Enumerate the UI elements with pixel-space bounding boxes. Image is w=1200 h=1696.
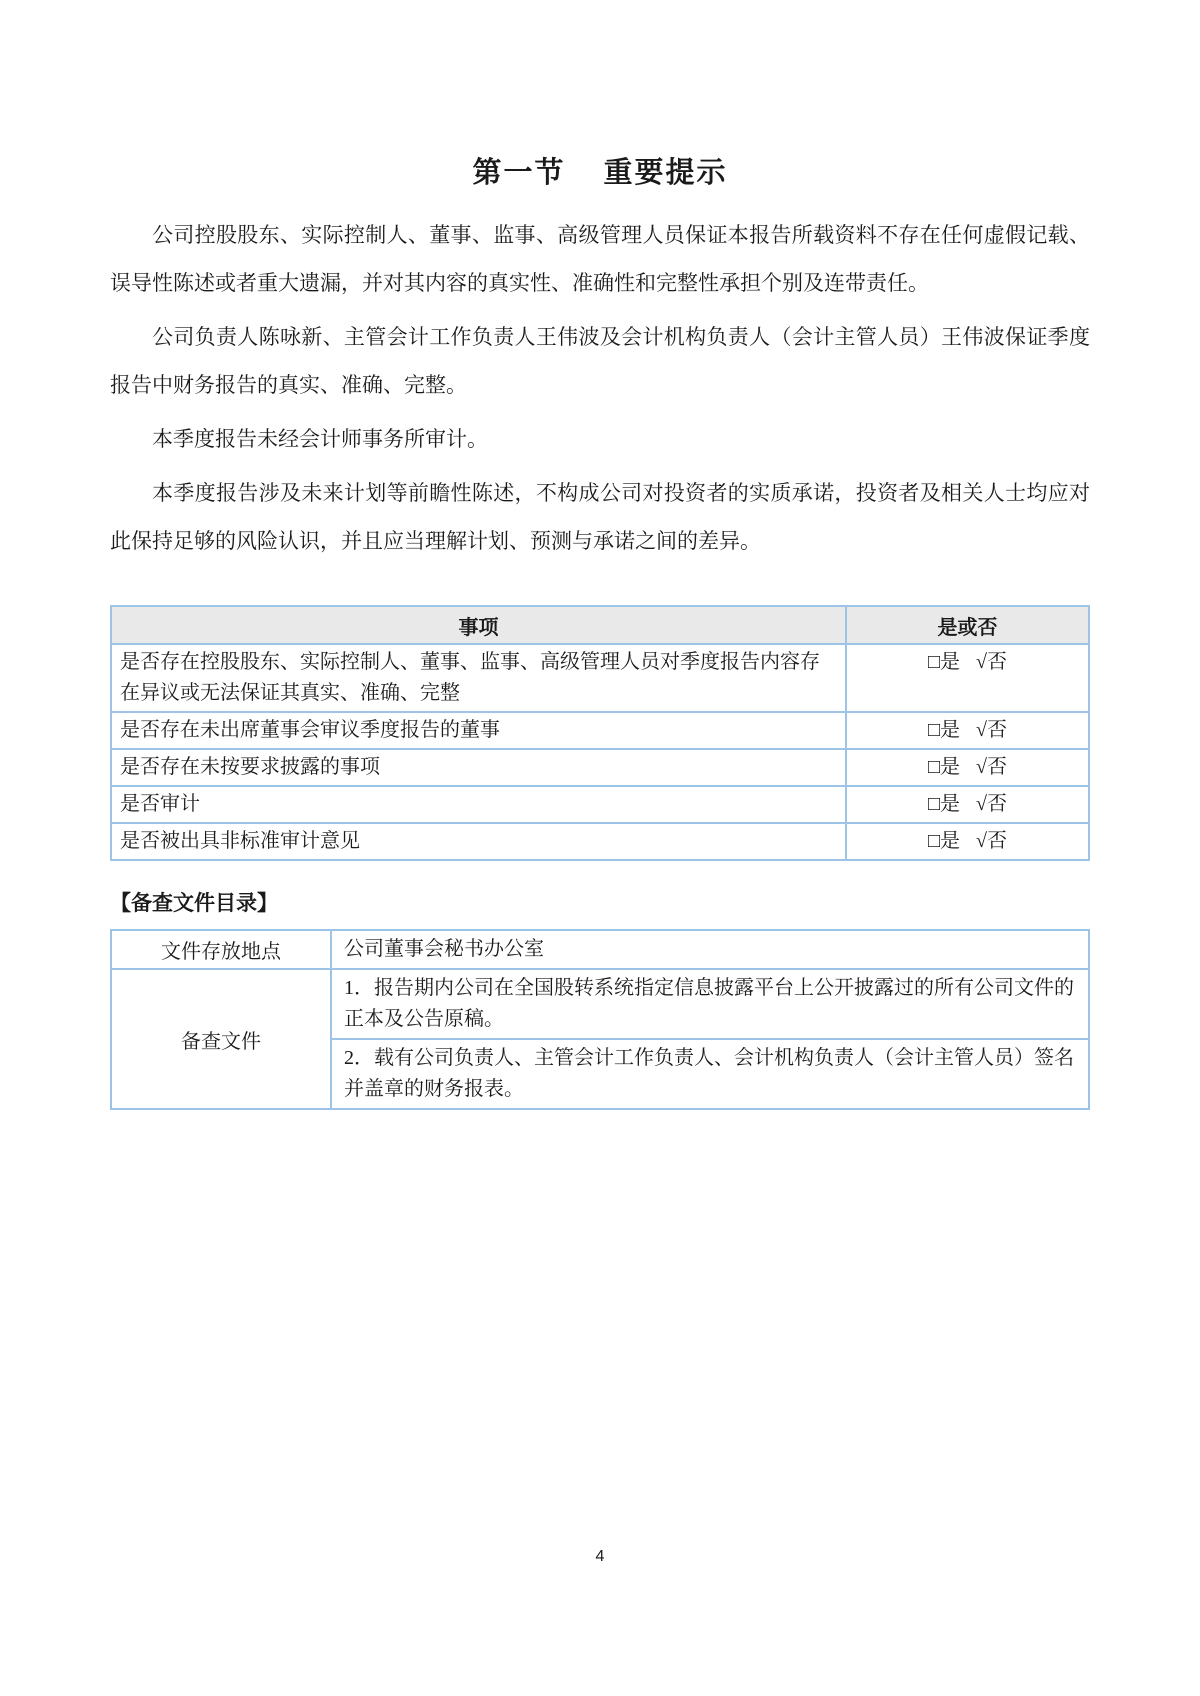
check-mark-icon: √ [976,651,988,673]
yes-label: 是 [940,756,961,778]
check-mark-icon: √ [976,756,988,778]
paragraph: 公司控股股东、实际控制人、董事、监事、高级管理人员保证本报告所载资料不存在任何虚假记载、误导性陈述或者重大遗漏，并对其内容的真实性、准确性和完整性承担个别及连带责任。 [110,223,1090,295]
no-label: 否 [987,719,1008,741]
table-row [111,969,1089,1039]
yes-label: 是 [940,651,961,673]
checkbox-unchecked-icon: □ [927,719,941,741]
check-mark-icon: √ [976,719,988,741]
paragraph: 公司负责人陈咏新、主管会计工作负责人王伟波及会计机构负责人（会计主管人员）王伟波保证季度报告中财务报告的真实、准确、完整。 [110,325,1090,397]
location-label-cell: 文件存放地点 [111,930,331,969]
no-label: 否 [987,651,1008,673]
table-row [111,644,1089,712]
answer-cell [846,644,1089,712]
statement-table-header-answer: 是或否 [846,606,1089,644]
statement-table [110,605,1090,861]
yes-label: 是 [940,830,961,852]
item-cell: 是否存在未出席董事会审议季度报告的董事 [111,712,846,749]
table-row [111,930,1089,969]
section-title [110,0,1090,191]
checkbox-unchecked-icon: □ [927,756,941,778]
section-title-text: 重要提示 [603,157,728,189]
archive-label-cell: 备查文件 [111,969,331,1109]
documents-table [110,929,1090,1110]
no-label: 否 [987,830,1008,852]
item-cell: 是否存在控股股东、实际控制人、董事、监事、高级管理人员对季度报告内容存在异议或无法保证其真实、准确、完整 [111,644,846,712]
answer-cell [846,786,1089,823]
no-answer [976,651,1007,673]
paragraph: 本季度报告未经会计师事务所审计。 [152,427,488,451]
item-cell: 是否审计 [111,786,846,823]
answer-cell [846,823,1089,860]
no-answer [976,756,1007,778]
checkbox-unchecked-icon: □ [927,651,941,673]
check-mark-icon: √ [976,793,988,815]
no-answer [976,793,1007,815]
archive-item-cell: 2．载有公司负责人、主管会计工作负责人、会计机构负责人（会计主管人员）签名并盖章的财务报表。 [331,1039,1089,1109]
archive-item-cell: 1．报告期内公司在全国股转系统指定信息披露平台上公开披露过的所有公司文件的正本及公告原稿。 [331,969,1089,1039]
table-row [111,823,1089,860]
table-row [111,712,1089,749]
table-row [111,749,1089,786]
yes-label: 是 [940,719,961,741]
statement-table-header-item: 事项 [111,606,846,644]
check-mark-icon: √ [976,830,988,852]
table-row [111,786,1089,823]
item-cell: 是否被出具非标准审计意见 [111,823,846,860]
paragraph: 本季度报告涉及未来计划等前瞻性陈述，不构成公司对投资者的实质承诺，投资者及相关人士均应对此保持足够的风险认识，并且应当理解计划、预测与承诺之间的差异。 [110,481,1090,553]
location-value-cell: 公司董事会秘书办公室 [331,930,1089,969]
item-cell: 是否存在未按要求披露的事项 [111,749,846,786]
no-answer [976,719,1007,741]
yes-label: 是 [940,793,961,815]
checkbox-unchecked-icon: □ [927,793,941,815]
section-title-number: 第一节 [472,157,566,189]
answer-cell [846,712,1089,749]
documents-section-heading: 【备查文件目录】 [110,892,278,915]
no-answer [976,830,1007,852]
statement-table-header-row [111,606,1089,644]
intro-paragraphs [110,211,1090,565]
no-label: 否 [987,793,1008,815]
answer-cell [846,749,1089,786]
no-label: 否 [987,756,1008,778]
page-number: 4 [595,1548,605,1565]
checkbox-unchecked-icon: □ [927,830,941,852]
